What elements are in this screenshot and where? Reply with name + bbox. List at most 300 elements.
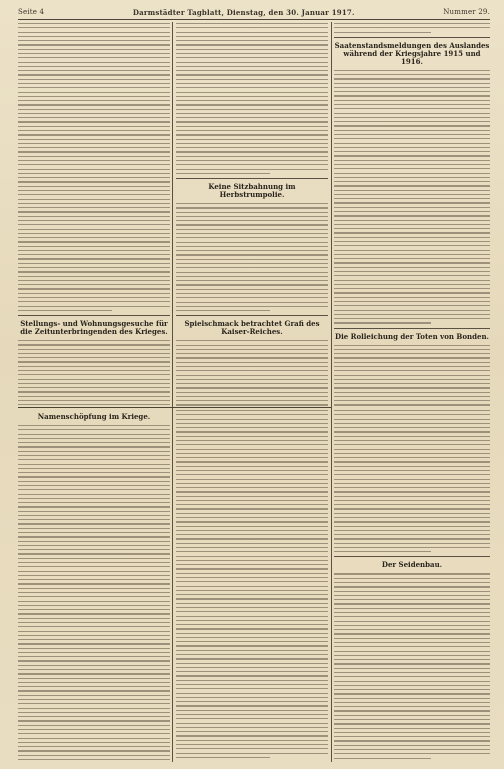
text-line bbox=[334, 228, 490, 229]
text-line bbox=[176, 718, 328, 719]
article-separator bbox=[334, 37, 490, 38]
text-line bbox=[176, 250, 328, 251]
text-line bbox=[176, 357, 328, 358]
text-line bbox=[334, 582, 490, 583]
text-line bbox=[18, 130, 170, 131]
text-line bbox=[18, 626, 170, 627]
text-line bbox=[18, 733, 170, 734]
text-line bbox=[334, 578, 490, 579]
text-line bbox=[176, 379, 328, 380]
text-line bbox=[18, 53, 170, 54]
text-line bbox=[18, 494, 170, 495]
text-line bbox=[176, 538, 328, 539]
text-line bbox=[334, 211, 490, 212]
text-line bbox=[18, 639, 170, 640]
text-line bbox=[334, 543, 490, 544]
text-line bbox=[334, 100, 490, 101]
text-line bbox=[176, 740, 328, 741]
text-line bbox=[334, 466, 490, 467]
text-line bbox=[18, 519, 170, 520]
text-line bbox=[176, 628, 328, 629]
text-line bbox=[334, 318, 490, 319]
text-line bbox=[176, 134, 328, 135]
text-line bbox=[18, 44, 170, 45]
text-line bbox=[18, 169, 170, 170]
text-line bbox=[334, 427, 490, 428]
text-line bbox=[18, 173, 170, 174]
text-line bbox=[334, 392, 490, 393]
text-line bbox=[176, 220, 328, 221]
text-line bbox=[18, 194, 170, 195]
text-line bbox=[176, 340, 328, 341]
text-line bbox=[176, 306, 328, 307]
text-line bbox=[18, 622, 170, 623]
text-line bbox=[18, 40, 170, 41]
text-line bbox=[334, 749, 490, 750]
text-line bbox=[176, 705, 328, 706]
text-line bbox=[334, 185, 490, 186]
text-line bbox=[176, 100, 328, 101]
text-line bbox=[334, 736, 490, 737]
text-line bbox=[176, 556, 328, 557]
text-line bbox=[18, 528, 170, 529]
text-line bbox=[18, 250, 170, 251]
issue-number: Nummer 29. bbox=[443, 8, 490, 16]
text-line bbox=[176, 276, 328, 277]
text-line bbox=[334, 220, 490, 221]
text-line bbox=[18, 438, 170, 439]
text-line bbox=[334, 723, 490, 724]
text-line bbox=[18, 203, 170, 204]
text-line bbox=[334, 280, 490, 281]
text-line bbox=[18, 720, 170, 721]
text-line bbox=[176, 117, 328, 118]
text-line bbox=[334, 681, 490, 682]
text-line bbox=[176, 263, 328, 264]
text-line bbox=[18, 237, 170, 238]
text-line bbox=[18, 211, 170, 212]
text-line bbox=[176, 479, 328, 480]
text-line bbox=[18, 549, 170, 550]
text-line bbox=[334, 710, 490, 711]
text-line bbox=[18, 618, 170, 619]
text-line bbox=[18, 425, 170, 426]
text-line bbox=[334, 651, 490, 652]
text-line bbox=[176, 624, 328, 625]
text-line bbox=[18, 391, 170, 392]
text-line bbox=[18, 656, 170, 657]
text-line bbox=[176, 242, 328, 243]
text-line bbox=[334, 400, 490, 401]
text-line bbox=[176, 581, 328, 582]
text-line bbox=[334, 719, 490, 720]
text-line bbox=[334, 470, 490, 471]
text-line bbox=[334, 745, 490, 746]
text-line bbox=[176, 410, 328, 411]
text-line bbox=[176, 590, 328, 591]
text-line bbox=[176, 431, 328, 432]
text-line bbox=[176, 392, 328, 393]
text-line bbox=[334, 32, 431, 33]
text-line bbox=[18, 267, 170, 268]
text-line bbox=[176, 246, 328, 247]
text-line bbox=[176, 650, 328, 651]
text-line bbox=[18, 708, 170, 709]
text-line bbox=[176, 272, 328, 273]
text-line bbox=[176, 387, 328, 388]
article-heading: Saatenstandsmeldungen des Auslandes während der Kriegsjahre 1915 und 1916. bbox=[334, 40, 490, 66]
column-divider-2 bbox=[331, 22, 332, 762]
text-line bbox=[176, 289, 328, 290]
text-line bbox=[18, 643, 170, 644]
text-line bbox=[334, 27, 490, 28]
text-line bbox=[18, 660, 170, 661]
text-line bbox=[176, 44, 328, 45]
text-line bbox=[334, 616, 490, 617]
text-line bbox=[334, 487, 490, 488]
text-line bbox=[18, 515, 170, 516]
text-line bbox=[334, 474, 490, 475]
text-line bbox=[18, 532, 170, 533]
text-line bbox=[18, 609, 170, 610]
column-2-lower bbox=[176, 410, 328, 762]
text-line bbox=[18, 673, 170, 674]
text-line bbox=[334, 603, 490, 604]
text-line bbox=[334, 672, 490, 673]
text-line bbox=[18, 558, 170, 559]
text-line bbox=[18, 699, 170, 700]
text-line bbox=[176, 237, 328, 238]
text-line bbox=[176, 362, 328, 363]
text-line bbox=[18, 246, 170, 247]
text-line bbox=[334, 715, 490, 716]
text-line bbox=[18, 562, 170, 563]
text-line bbox=[176, 126, 328, 127]
text-line bbox=[334, 599, 490, 600]
text-line bbox=[176, 457, 328, 458]
text-line bbox=[176, 121, 328, 122]
text-line bbox=[18, 468, 170, 469]
text-line bbox=[176, 671, 328, 672]
text-line bbox=[334, 353, 490, 354]
masthead: Darmstädter Tagblatt, Dienstag, den 30. Januar 1917. bbox=[132, 7, 355, 17]
text-line bbox=[176, 735, 328, 736]
text-line bbox=[18, 113, 170, 114]
text-line bbox=[18, 134, 170, 135]
text-line bbox=[176, 139, 328, 140]
text-line bbox=[176, 297, 328, 298]
text-line bbox=[334, 297, 490, 298]
text-line bbox=[334, 143, 490, 144]
text-line bbox=[18, 571, 170, 572]
text-line bbox=[334, 284, 490, 285]
text-line bbox=[176, 404, 328, 405]
text-line bbox=[334, 164, 490, 165]
text-line bbox=[18, 49, 170, 50]
text-line bbox=[176, 453, 328, 454]
text-line bbox=[334, 190, 490, 191]
text-line bbox=[18, 370, 170, 371]
text-line bbox=[18, 357, 170, 358]
text-line bbox=[18, 669, 170, 670]
text-line bbox=[176, 573, 328, 574]
text-line bbox=[334, 78, 490, 79]
text-line bbox=[334, 250, 490, 251]
text-line bbox=[334, 496, 490, 497]
text-line bbox=[18, 703, 170, 704]
text-line bbox=[18, 276, 170, 277]
text-line bbox=[18, 652, 170, 653]
text-line bbox=[334, 237, 490, 238]
text-line bbox=[18, 613, 170, 614]
text-line bbox=[176, 521, 328, 522]
text-line bbox=[176, 160, 328, 161]
text-line bbox=[176, 723, 328, 724]
text-line bbox=[334, 410, 490, 411]
text-line bbox=[18, 288, 170, 289]
text-line bbox=[176, 603, 328, 604]
text-line bbox=[18, 695, 170, 696]
page-header bbox=[18, 6, 490, 18]
text-line bbox=[176, 383, 328, 384]
text-line bbox=[176, 87, 328, 88]
text-line bbox=[334, 160, 490, 161]
text-line bbox=[18, 379, 170, 380]
text-line bbox=[18, 186, 170, 187]
text-line bbox=[18, 446, 170, 447]
text-line bbox=[176, 40, 328, 41]
text-line bbox=[334, 314, 490, 315]
text-line bbox=[18, 156, 170, 157]
article-separator bbox=[176, 315, 328, 316]
text-line bbox=[18, 605, 170, 606]
text-line bbox=[18, 396, 170, 397]
text-line bbox=[176, 513, 328, 514]
text-line bbox=[334, 732, 490, 733]
text-line bbox=[334, 232, 490, 233]
text-line bbox=[18, 121, 170, 122]
text-line bbox=[18, 70, 170, 71]
text-line bbox=[176, 607, 328, 608]
text-line bbox=[334, 310, 490, 311]
text-line bbox=[18, 104, 170, 105]
article-separator bbox=[334, 328, 490, 329]
text-line bbox=[176, 57, 328, 58]
text-line bbox=[176, 96, 328, 97]
text-line bbox=[176, 526, 328, 527]
text-line bbox=[176, 675, 328, 676]
text-line bbox=[176, 586, 328, 587]
text-line bbox=[176, 414, 328, 415]
text-line bbox=[176, 757, 270, 758]
text-line bbox=[18, 506, 170, 507]
text-line bbox=[18, 451, 170, 452]
text-line bbox=[334, 262, 490, 263]
text-line bbox=[334, 134, 490, 135]
text-line bbox=[18, 738, 170, 739]
text-line bbox=[334, 423, 490, 424]
text-line bbox=[176, 79, 328, 80]
text-line bbox=[176, 517, 328, 518]
text-line bbox=[176, 302, 328, 303]
text-line bbox=[176, 727, 328, 728]
text-line bbox=[176, 654, 328, 655]
text-line bbox=[176, 633, 328, 634]
text-line bbox=[18, 57, 170, 58]
text-line bbox=[18, 536, 170, 537]
text-line bbox=[334, 224, 490, 225]
text-line bbox=[18, 143, 170, 144]
text-line bbox=[18, 648, 170, 649]
text-line bbox=[334, 404, 490, 405]
text-line bbox=[176, 551, 328, 552]
text-line bbox=[176, 543, 328, 544]
text-line bbox=[334, 508, 490, 509]
text-line bbox=[334, 491, 490, 492]
text-line bbox=[334, 74, 490, 75]
text-line bbox=[334, 479, 490, 480]
text-line bbox=[18, 374, 170, 375]
text-line bbox=[334, 130, 490, 131]
text-line bbox=[334, 444, 490, 445]
text-line bbox=[18, 601, 170, 602]
text-line bbox=[334, 173, 490, 174]
text-line bbox=[334, 655, 490, 656]
text-line bbox=[18, 284, 170, 285]
section-rule bbox=[18, 407, 331, 408]
text-line bbox=[334, 254, 490, 255]
text-line bbox=[334, 629, 490, 630]
text-line bbox=[334, 70, 490, 71]
text-line bbox=[334, 177, 490, 178]
text-line bbox=[334, 387, 490, 388]
text-line bbox=[334, 322, 431, 323]
text-line bbox=[176, 568, 328, 569]
text-line bbox=[18, 690, 170, 691]
text-line bbox=[176, 396, 328, 397]
text-line bbox=[176, 267, 328, 268]
text-line bbox=[334, 625, 490, 626]
text-line bbox=[176, 748, 328, 749]
text-line bbox=[334, 357, 490, 358]
text-line bbox=[176, 104, 328, 105]
text-line bbox=[18, 579, 170, 580]
text-line bbox=[176, 680, 328, 681]
text-line bbox=[334, 621, 490, 622]
text-line bbox=[334, 642, 490, 643]
text-line bbox=[334, 530, 490, 531]
text-line bbox=[334, 275, 490, 276]
text-line bbox=[18, 455, 170, 456]
text-line bbox=[334, 612, 490, 613]
text-line bbox=[176, 212, 328, 213]
text-line bbox=[334, 345, 490, 346]
text-line bbox=[18, 459, 170, 460]
text-line bbox=[176, 594, 328, 595]
text-line bbox=[334, 431, 490, 432]
text-line bbox=[334, 113, 490, 114]
text-line bbox=[334, 292, 490, 293]
text-line bbox=[334, 305, 490, 306]
text-line bbox=[176, 224, 328, 225]
text-line bbox=[334, 551, 431, 552]
text-line bbox=[176, 345, 328, 346]
text-line bbox=[176, 370, 328, 371]
text-line bbox=[176, 27, 328, 28]
text-line bbox=[176, 697, 328, 698]
text-line bbox=[176, 151, 328, 152]
text-line bbox=[176, 70, 328, 71]
text-line bbox=[176, 491, 328, 492]
text-line bbox=[18, 151, 170, 152]
text-line bbox=[176, 49, 328, 50]
text-line bbox=[334, 396, 490, 397]
text-line bbox=[18, 263, 170, 264]
article-heading: Stellungs- und Wohnungsgesuche für die Zeitunterbringenden des Krieges. bbox=[20, 319, 168, 337]
text-line bbox=[176, 577, 328, 578]
text-line bbox=[176, 400, 328, 401]
text-line bbox=[334, 586, 490, 587]
text-line bbox=[18, 36, 170, 37]
text-line bbox=[18, 32, 170, 33]
text-line bbox=[176, 156, 328, 157]
text-line bbox=[18, 566, 170, 567]
text-line bbox=[18, 750, 170, 751]
text-line bbox=[18, 583, 170, 584]
text-line bbox=[334, 108, 490, 109]
text-line bbox=[176, 658, 328, 659]
text-line bbox=[334, 693, 490, 694]
text-line bbox=[18, 596, 170, 597]
text-line bbox=[334, 383, 490, 384]
text-line bbox=[176, 487, 328, 488]
text-line bbox=[18, 725, 170, 726]
text-line bbox=[334, 288, 490, 289]
text-line bbox=[176, 616, 328, 617]
text-line bbox=[334, 155, 490, 156]
text-line bbox=[176, 66, 328, 67]
text-line bbox=[18, 383, 170, 384]
text-line bbox=[334, 207, 490, 208]
text-line bbox=[176, 710, 328, 711]
text-line bbox=[176, 436, 328, 437]
text-line bbox=[18, 464, 170, 465]
text-line bbox=[18, 678, 170, 679]
text-line bbox=[334, 301, 490, 302]
text-line bbox=[334, 258, 490, 259]
article-heading: Der Seidenbau. bbox=[381, 560, 443, 570]
text-line bbox=[18, 442, 170, 443]
text-line bbox=[18, 349, 170, 350]
column-divider-1 bbox=[172, 22, 173, 762]
article-separator bbox=[334, 556, 490, 557]
column-1-upper bbox=[18, 23, 170, 407]
text-line bbox=[334, 375, 490, 376]
text-line bbox=[334, 504, 490, 505]
text-line bbox=[176, 427, 328, 428]
text-line bbox=[176, 173, 270, 174]
text-line bbox=[334, 728, 490, 729]
text-line bbox=[18, 476, 170, 477]
text-line bbox=[334, 483, 490, 484]
text-line bbox=[334, 457, 490, 458]
column-3-lower bbox=[334, 410, 490, 762]
text-line bbox=[334, 121, 490, 122]
text-line bbox=[334, 194, 490, 195]
text-line bbox=[334, 513, 490, 514]
text-line bbox=[334, 181, 490, 182]
text-line bbox=[176, 280, 328, 281]
